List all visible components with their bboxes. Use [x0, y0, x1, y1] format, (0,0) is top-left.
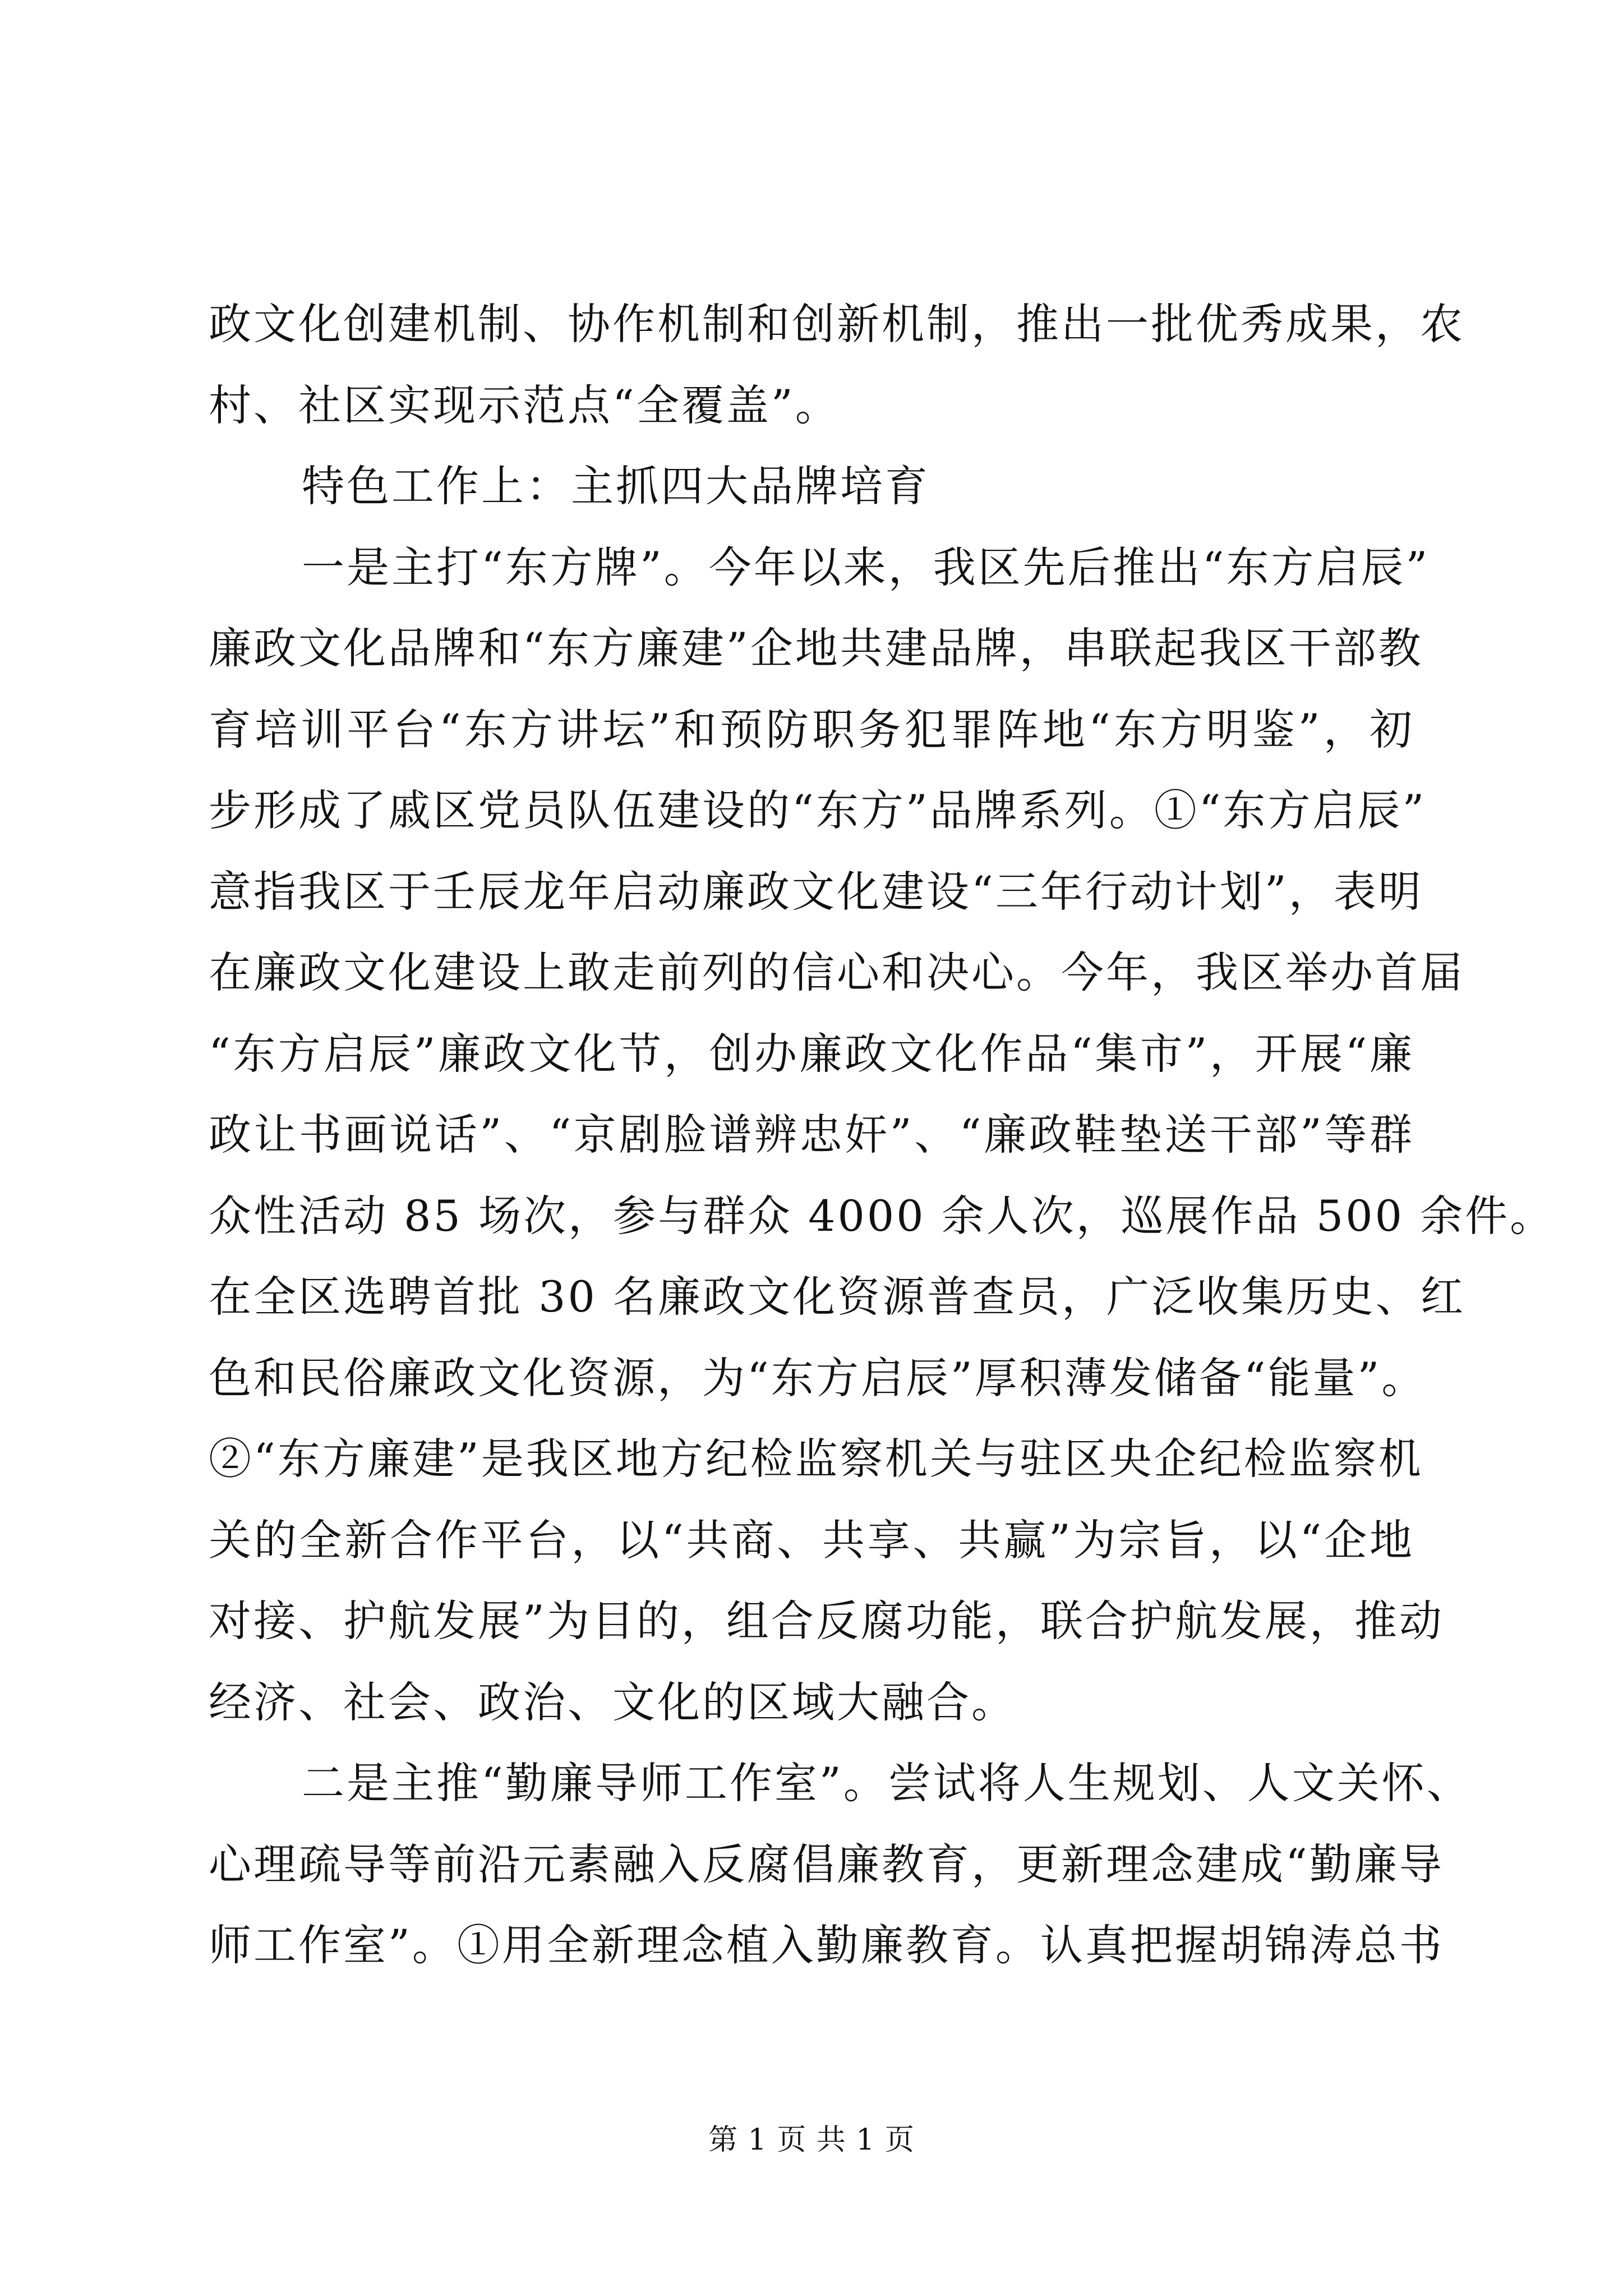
- text-line: 村、社区实现示范点“全覆盖”。: [209, 380, 840, 430]
- text-line: 政让书画说话”、“京剧脸谱辨忠奸”、“廉政鞋垫送干部”等群: [209, 1110, 1414, 1159]
- text-line: 在全区选聘首批 30 名廉政文化资源普查员，广泛收集历史、红: [209, 1272, 1466, 1322]
- text-line: ②“东方廉建”是我区地方纪检监察机关与驻区央企纪检监察机: [209, 1434, 1423, 1484]
- text-line: 关的全新合作平台，以“共商、共享、共赢”为宗旨，以“企地: [209, 1515, 1414, 1565]
- text-line: 意指我区于壬辰龙年启动廉政文化建设“三年行动计划”，表明: [209, 866, 1423, 917]
- text-line: “东方启辰”廉政文化节，创办廉政文化作品“集市”，开展“廉: [209, 1028, 1414, 1079]
- text-line: 二是主推“勤廉导师工作室”。尝试将人生规划、人文关怀、: [302, 1758, 1472, 1808]
- page-footer: 第 1 页 共 1 页: [708, 2123, 915, 2157]
- text-line: 众性活动 85 场次，参与群众 4000 余人次，巡展作品 500 余件。: [209, 1190, 1555, 1241]
- text-line: 心理疏导等前沿元素融入反腐倡廉教育，更新理念建成“勤廉导: [209, 1839, 1444, 1889]
- text-line: 经济、社会、政治、文化的区域大融合。: [209, 1677, 1016, 1727]
- text-line: 色和民俗廉政文化资源，为“东方启辰”厚积薄发储备“能量”。: [209, 1352, 1427, 1403]
- text-line: 在廉政文化建设上敢走前列的信心和决心。今年，我区举办首届: [209, 947, 1465, 997]
- text-line: 特色工作上：主抓四大品牌培育: [302, 461, 930, 511]
- body-text: [209, 284, 1555, 1986]
- text-line: 步形成了戚区党员队伍建设的“东方”品牌系列。①“东方启辰”: [209, 785, 1427, 835]
- text-line: 政文化创建机制、协作机制和创新机制，推出一批优秀成果，农: [209, 299, 1465, 349]
- text-line: 廉政文化品牌和“东方廉建”企地共建品牌，串联起我区干部教: [209, 623, 1423, 673]
- text-line: 一是主打“东方牌”。今年以来，我区先后推出“东方启辰”: [302, 542, 1430, 592]
- text-line: 对接、护航发展”为目的，组合反腐功能，联合护航发展，推动: [209, 1596, 1444, 1646]
- text-line: 育培训平台“东方讲坛”和预防职务犯罪阵地“东方明鉴”，初: [209, 704, 1414, 754]
- text-line: 师工作室”。①用全新理念植入勤廉教育。认真把握胡锦涛总书: [209, 1920, 1444, 1970]
